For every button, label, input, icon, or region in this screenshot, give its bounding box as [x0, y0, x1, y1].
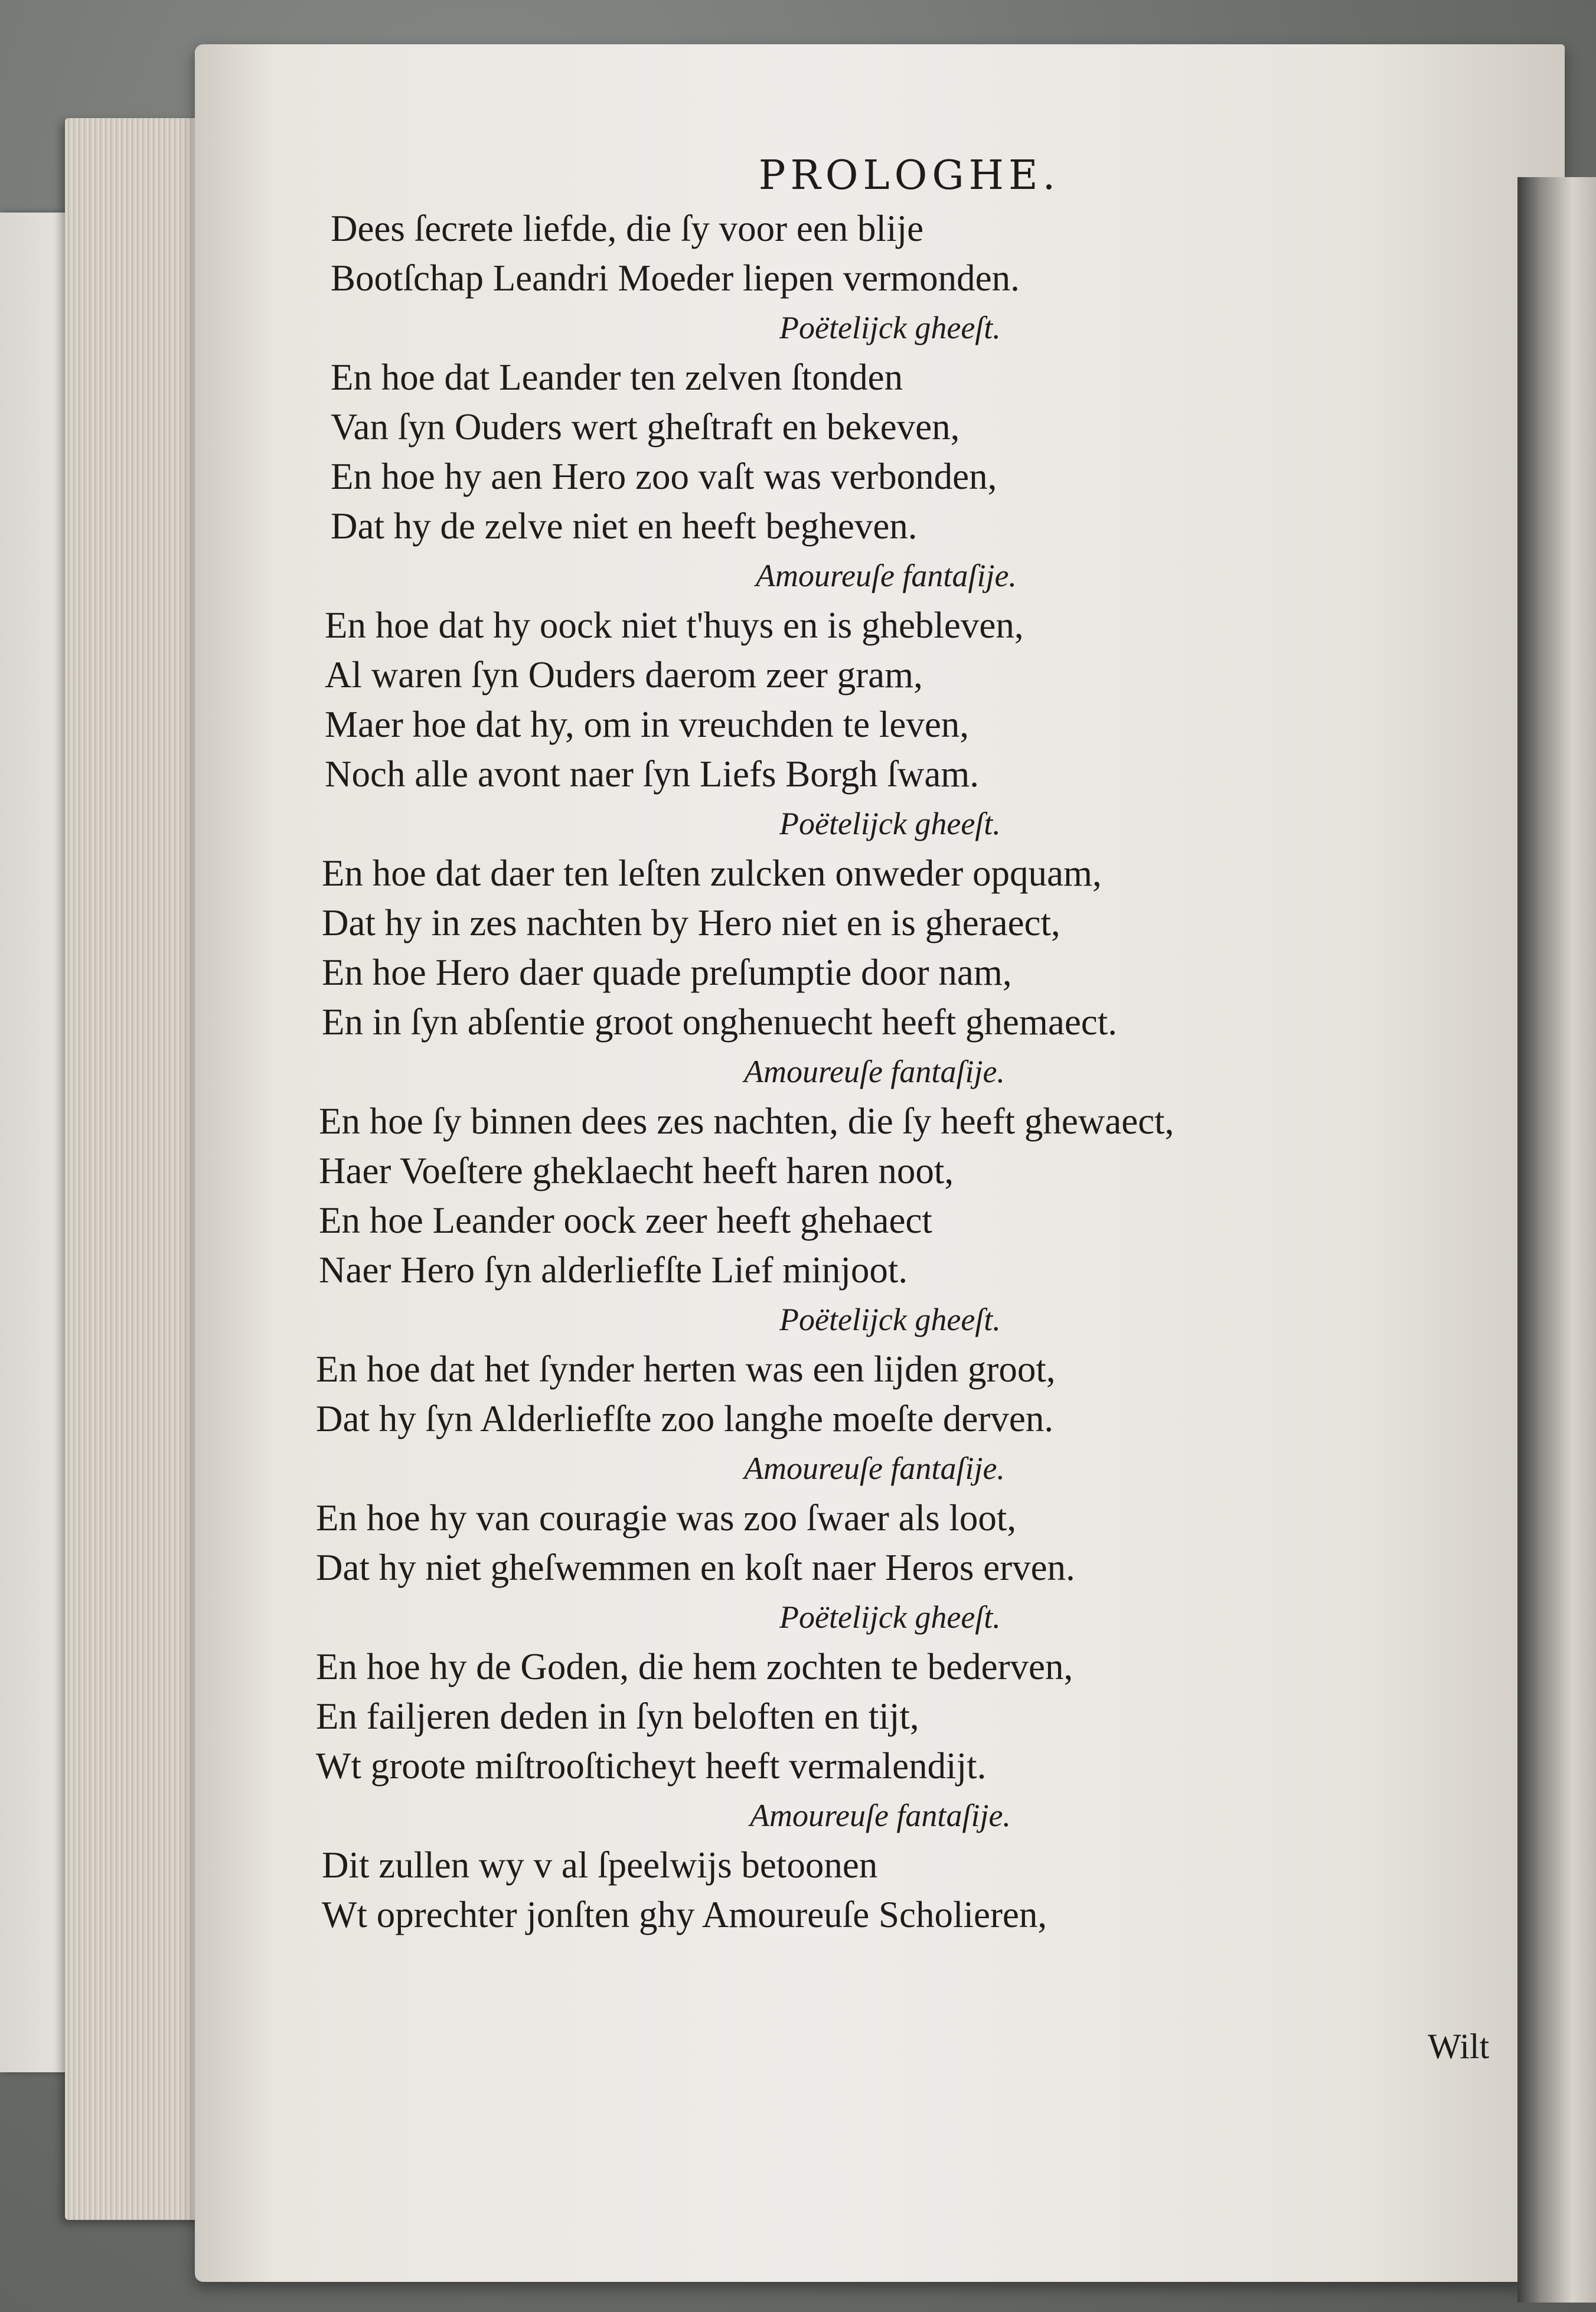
verse-line: En hoe ſy binnen dees zes nachten, die ſy heeft ghewaect,: [319, 1101, 1174, 1142]
verse-line: Al waren ſyn Ouders daerom zeer gram,: [325, 654, 923, 695]
verse-line: En hoe dat het ſynder herten was een lijden groot,: [316, 1348, 1056, 1390]
speaker-label: Poëtelijck gheeſt.: [779, 1599, 1001, 1635]
verse-line: Dees ſecrete liefde, die ſy voor een blije: [331, 208, 924, 249]
verse-line: En hoe hy aen Hero zoo vaſt was verbonden,: [331, 456, 997, 497]
verse-line: Dit zullen wy v al ſpeelwijs betoonen: [322, 1844, 878, 1886]
verse-line: En in ſyn abſentie groot onghenuecht heeft ghemaect.: [322, 1001, 1118, 1043]
verse-line: En hoe dat hy oock niet t'huys en is ghebleven,: [325, 605, 1024, 646]
verse-line: En hoe Hero daer quade preſumptie door nam,: [322, 952, 1012, 993]
speaker-label: Amoureuſe fantaſije.: [756, 558, 1017, 593]
verse-line: Van ſyn Ouders wert gheſtraft en bekeven,: [331, 406, 960, 448]
speaker-label: Poëtelijck gheeſt.: [779, 806, 1001, 841]
verse-line: Haer Voeſtere gheklaecht heeft haren noot,: [319, 1150, 954, 1191]
verse-line: Dat hy niet gheſwemmen en koſt naer Heros erven.: [316, 1547, 1075, 1588]
speaker-label: Amoureuſe fantaſije.: [750, 1798, 1011, 1833]
verse-line: Dat hy ſyn Alderliefſte zoo langhe moeſte derven.: [316, 1398, 1054, 1439]
verse-line: En hoe dat daer ten leſten zulcken onweder opquam,: [322, 853, 1102, 894]
verse-line: Maer hoe dat hy, om in vreuchden te leven,: [325, 704, 970, 745]
verse-line: En hoe Leander oock zeer heeft ghehaect: [319, 1200, 932, 1241]
running-header: PROLOGHE.: [758, 152, 1060, 199]
verse-line: Dat hy de zelve niet en heeft begheven.: [331, 505, 918, 547]
verse-line: Dat hy in zes nachten by Hero niet en is gheraect,: [322, 902, 1060, 943]
verse-line: Naer Hero ſyn alderliefſte Lief minjoot.: [319, 1249, 908, 1291]
verse-lines: [316, 204, 1500, 1939]
text-block: [316, 148, 1500, 1939]
speaker-label: Amoureuſe fantaſije.: [744, 1054, 1005, 1089]
verse-line: En hoe hy de Goden, die hem zochten te bederven,: [316, 1646, 1073, 1687]
speaker-label: Poëtelijck gheeſt.: [779, 310, 1001, 345]
facing-page-edge: [1517, 177, 1596, 2303]
speaker-label: Amoureuſe fantaſije.: [744, 1451, 1005, 1486]
catchword: Wilt: [1428, 2027, 1490, 2066]
verse-line: Noch alle avont naer ſyn Liefs Borgh ſwam.: [325, 753, 980, 795]
verse-line: En failjeren deden in ſyn beloften en tijt,: [316, 1696, 919, 1737]
speaker-label: Poëtelijck gheeſt.: [779, 1302, 1001, 1337]
verse-line: En hoe hy van couragie was zoo ſwaer als loot,: [316, 1497, 1017, 1539]
verse-line: Bootſchap Leandri Moeder liepen vermonden.: [331, 257, 1020, 299]
verse-line: Wt oprechter jonſten ghy Amoureuſe Scholieren,: [322, 1894, 1047, 1935]
verse-line: En hoe dat Leander ten zelven ſtonden: [331, 357, 903, 398]
verse-line: Wt groote miſtrooſticheyt heeft vermalendijt.: [316, 1745, 987, 1787]
